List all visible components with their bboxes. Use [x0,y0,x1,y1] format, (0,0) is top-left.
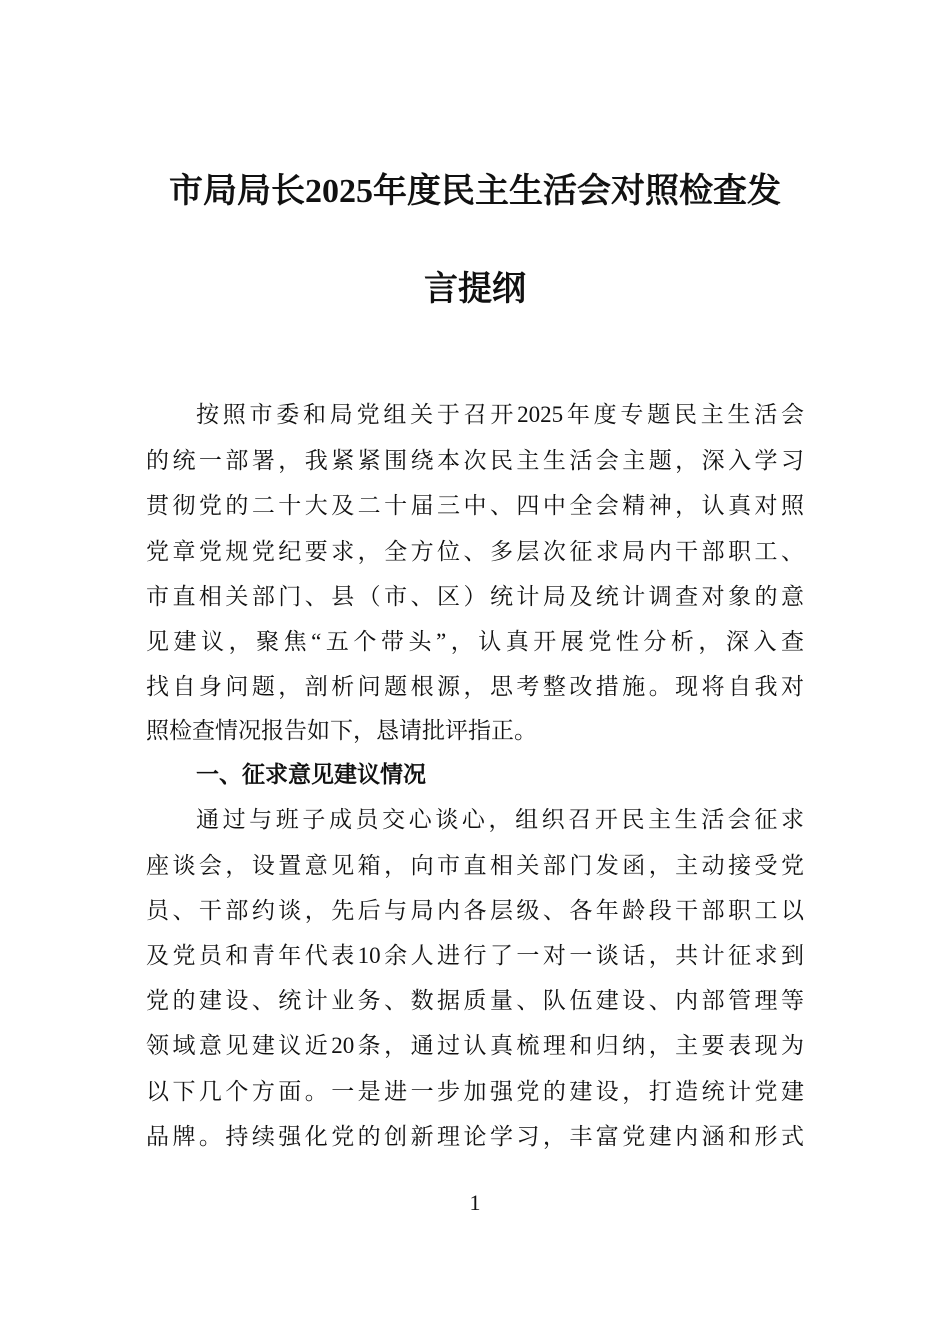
paragraph-line: 贯彻党的二十大及二十届三中、四中全会精神，认真对照 [146,493,804,518]
paragraph-line: 找自身问题，剖析问题根源，思考整改措施。现将自我对 [146,674,804,699]
paragraph-line: 市直相关部门、县（市、区）统计局及统计调查对象的意 [146,584,804,609]
paragraph-line: 见建议，聚焦“五个带头”，认真开展党性分析，深入查 [146,629,804,654]
page-number: 1 [469,1190,481,1215]
paragraph-line: 通过与班子成员交心谈心，组织召开民主生活会征求 [196,807,804,832]
paragraph-line: 的统一部署，我紧紧围绕本次民主生活会主题，深入学习 [146,448,804,473]
paragraph-line: 照检查情况报告如下，恳请批评指正。 [146,718,537,743]
paragraph-line: 党章党规党纪要求，全方位、多层次征求局内干部职工、 [146,539,804,564]
paragraph-line: 领域意见建议近20条，通过认真梳理和归纳，主要表现为 [146,1033,804,1058]
paragraph-line: 按照市委和局党组关于召开2025年度专题民主生活会 [196,402,804,427]
paragraph-line: 党的建设、统计业务、数据质量、队伍建设、内部管理等 [146,988,804,1013]
section-heading: 一、征求意见建议情况 [196,762,426,788]
paragraph-line: 以下几个方面。一是进一步加强党的建设，打造统计党建 [146,1079,804,1104]
paragraph-line: 员、干部约谈，先后与局内各层级、各年龄段干部职工以 [146,898,804,923]
document-title-line-1: 市局局长2025年度民主生活会对照检查发 [169,173,781,210]
document-title-line-2: 言提纲 [424,271,526,308]
paragraph-line: 及党员和青年代表10余人进行了一对一谈话，共计征求到 [146,943,804,968]
paragraph-line: 品牌。持续强化党的创新理论学习，丰富党建内涵和形式 [146,1124,804,1149]
paragraph-line: 座谈会，设置意见箱，向市直相关部门发函，主动接受党 [146,853,804,878]
